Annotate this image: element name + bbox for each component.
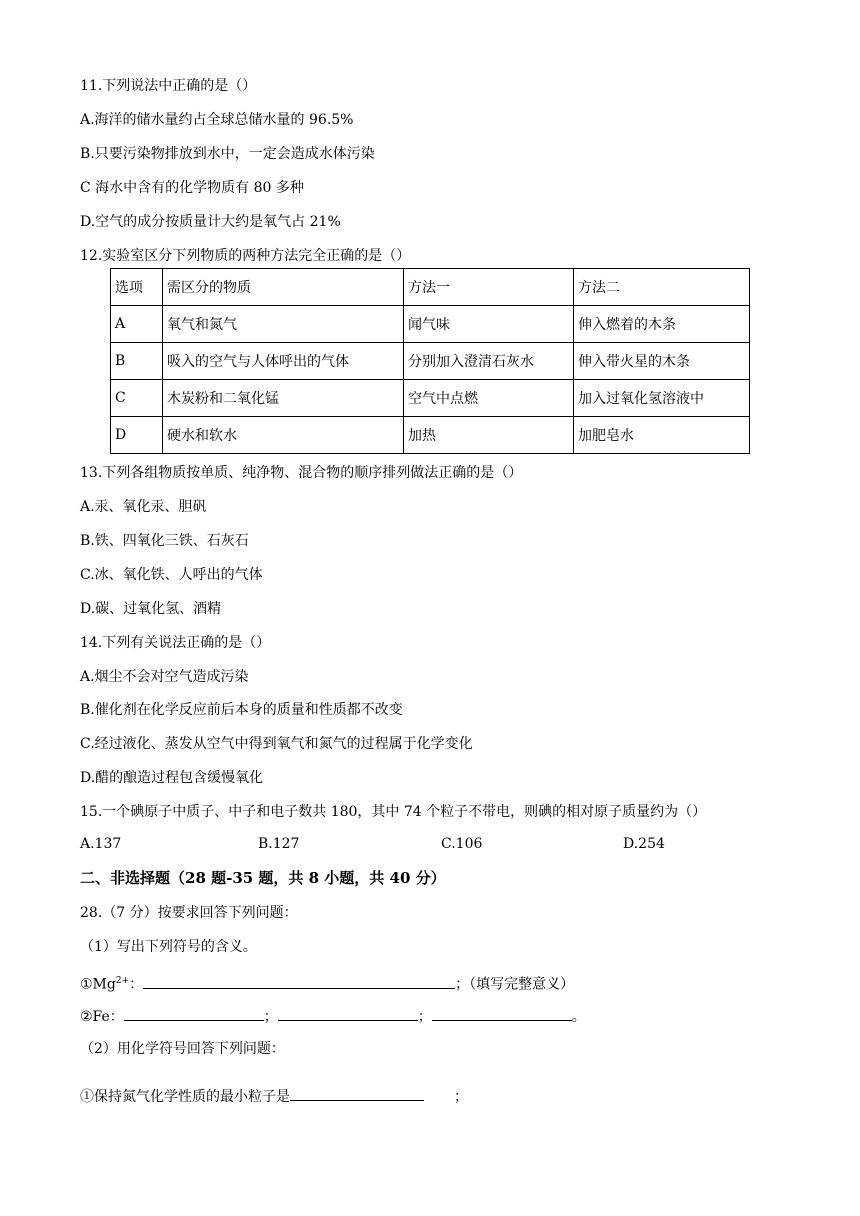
- q13-stem: 13.下列各组物质按单质、纯净物、混合物的顺序排列做法正确的是（）: [80, 465, 523, 481]
- fe-label: ②Fe：: [80, 1009, 124, 1025]
- q14-option-b: B.催化剂在化学反应前后本身的质量和性质都不改变: [80, 702, 403, 718]
- mg-answer-blank[interactable]: [143, 974, 455, 989]
- table-row: [111, 343, 750, 380]
- q15-option-b: B.127: [258, 836, 300, 852]
- q28-stem: 28.（7 分）按要求回答下列问题：: [80, 905, 298, 921]
- q14-stem: 14.下列有关说法正确的是（）: [80, 635, 271, 651]
- n-answer-blank[interactable]: [290, 1086, 424, 1101]
- table-cell: 加入过氧化氢溶液中: [574, 380, 750, 417]
- q12-table: [110, 268, 750, 454]
- header-cell: 方法一: [404, 269, 574, 306]
- q28-part2: （2）用化学符号回答下列问题：: [80, 1041, 285, 1057]
- header-cell: 选项: [111, 269, 163, 306]
- fe-answer-blank-3[interactable]: [432, 1006, 572, 1021]
- header-cell: 方法二: [574, 269, 750, 306]
- table-cell: 硬水和软水: [163, 417, 404, 454]
- fe-separator: ；: [417, 1009, 432, 1025]
- table-cell: 闻气味: [404, 306, 574, 343]
- q11-option-b: B.只要污染物排放到水中，一定会造成水体污染: [80, 146, 375, 162]
- q28-mg-line: [80, 972, 574, 994]
- fe-end: 。: [571, 1009, 586, 1025]
- table-header-row: [111, 269, 750, 306]
- table-cell: A: [111, 306, 163, 343]
- q15-option-d: D.254: [623, 836, 665, 852]
- n-prompt: ①保持氮气化学性质的最小粒子是: [80, 1089, 290, 1105]
- q15-option-a: A.137: [80, 836, 122, 852]
- q13-option-b: B.铁、四氧化三铁、石灰石: [80, 533, 249, 549]
- q11-option-a: A.海洋的储水量约占全球总储水量的 96.5%: [80, 112, 354, 128]
- header-cell: 需区分的物质: [163, 269, 404, 306]
- mg-label: ①Mg: [80, 976, 116, 993]
- q11-option-d: D.空气的成分按质量计大约是氧气占 21%: [80, 214, 341, 230]
- table-cell: 伸入带火星的木条: [574, 343, 750, 380]
- mg-suffix: ；（填写完整意义）: [455, 976, 575, 993]
- table-row: [111, 306, 750, 343]
- mg-charge: 2+: [115, 976, 130, 986]
- q28-n-line: [80, 1086, 468, 1106]
- q28-fe-line: [80, 1006, 586, 1026]
- q28-part1: （1）写出下列符号的含义。: [80, 939, 257, 955]
- q15-option-c: C.106: [441, 836, 483, 852]
- q14-option-d: D.醋的酿造过程包含缓慢氧化: [80, 770, 264, 786]
- q14-option-a: A.烟尘不会对空气造成污染: [80, 669, 249, 685]
- q13-option-a: A.汞、氧化汞、胆矾: [80, 499, 207, 515]
- table-cell: 空气中点燃: [404, 380, 574, 417]
- table-cell: D: [111, 417, 163, 454]
- table-row: [111, 417, 750, 454]
- table-row: [111, 380, 750, 417]
- table-cell: 伸入燃着的木条: [574, 306, 750, 343]
- table-cell: 加热: [404, 417, 574, 454]
- table-cell: 氧气和氮气: [163, 306, 404, 343]
- q11-option-c: C 海水中含有的化学物质有 80 多种: [80, 180, 304, 196]
- table-cell: 吸入的空气与人体呼出的气体: [163, 343, 404, 380]
- section-heading: 二、非选择题（28 题-35 题，共 8 小题，共 40 分）: [80, 869, 446, 887]
- q13-option-c: C.冰、氧化铁、人呼出的气体: [80, 567, 263, 583]
- fe-separator: ；: [263, 1009, 278, 1025]
- q14-option-c: C.经过液化、蒸发从空气中得到氧气和氮气的过程属于化学变化: [80, 736, 473, 752]
- q13-option-d: D.碳、过氧化氢、酒精: [80, 601, 222, 617]
- q12-stem: 12.实验室区分下列物质的两种方法完全正确的是（）: [80, 248, 411, 264]
- table-cell: 木炭粉和二氧化锰: [163, 380, 404, 417]
- q15-stem: 15.一个碘原子中质子、中子和电子数共 180，其中 74 个粒子不带电，则碘的相对原子质量约为（）: [80, 804, 707, 820]
- mg-colon: ：: [129, 976, 144, 993]
- fe-answer-blank-2[interactable]: [278, 1006, 418, 1021]
- fe-answer-blank-1[interactable]: [124, 1006, 264, 1021]
- q11-stem: 11.下列说法中正确的是（）: [80, 78, 257, 94]
- table-cell: B: [111, 343, 163, 380]
- n-suffix: ；: [454, 1089, 468, 1105]
- table-cell: 分别加入澄清石灰水: [404, 343, 574, 380]
- table-cell: C: [111, 380, 163, 417]
- table-cell: 加肥皂水: [574, 417, 750, 454]
